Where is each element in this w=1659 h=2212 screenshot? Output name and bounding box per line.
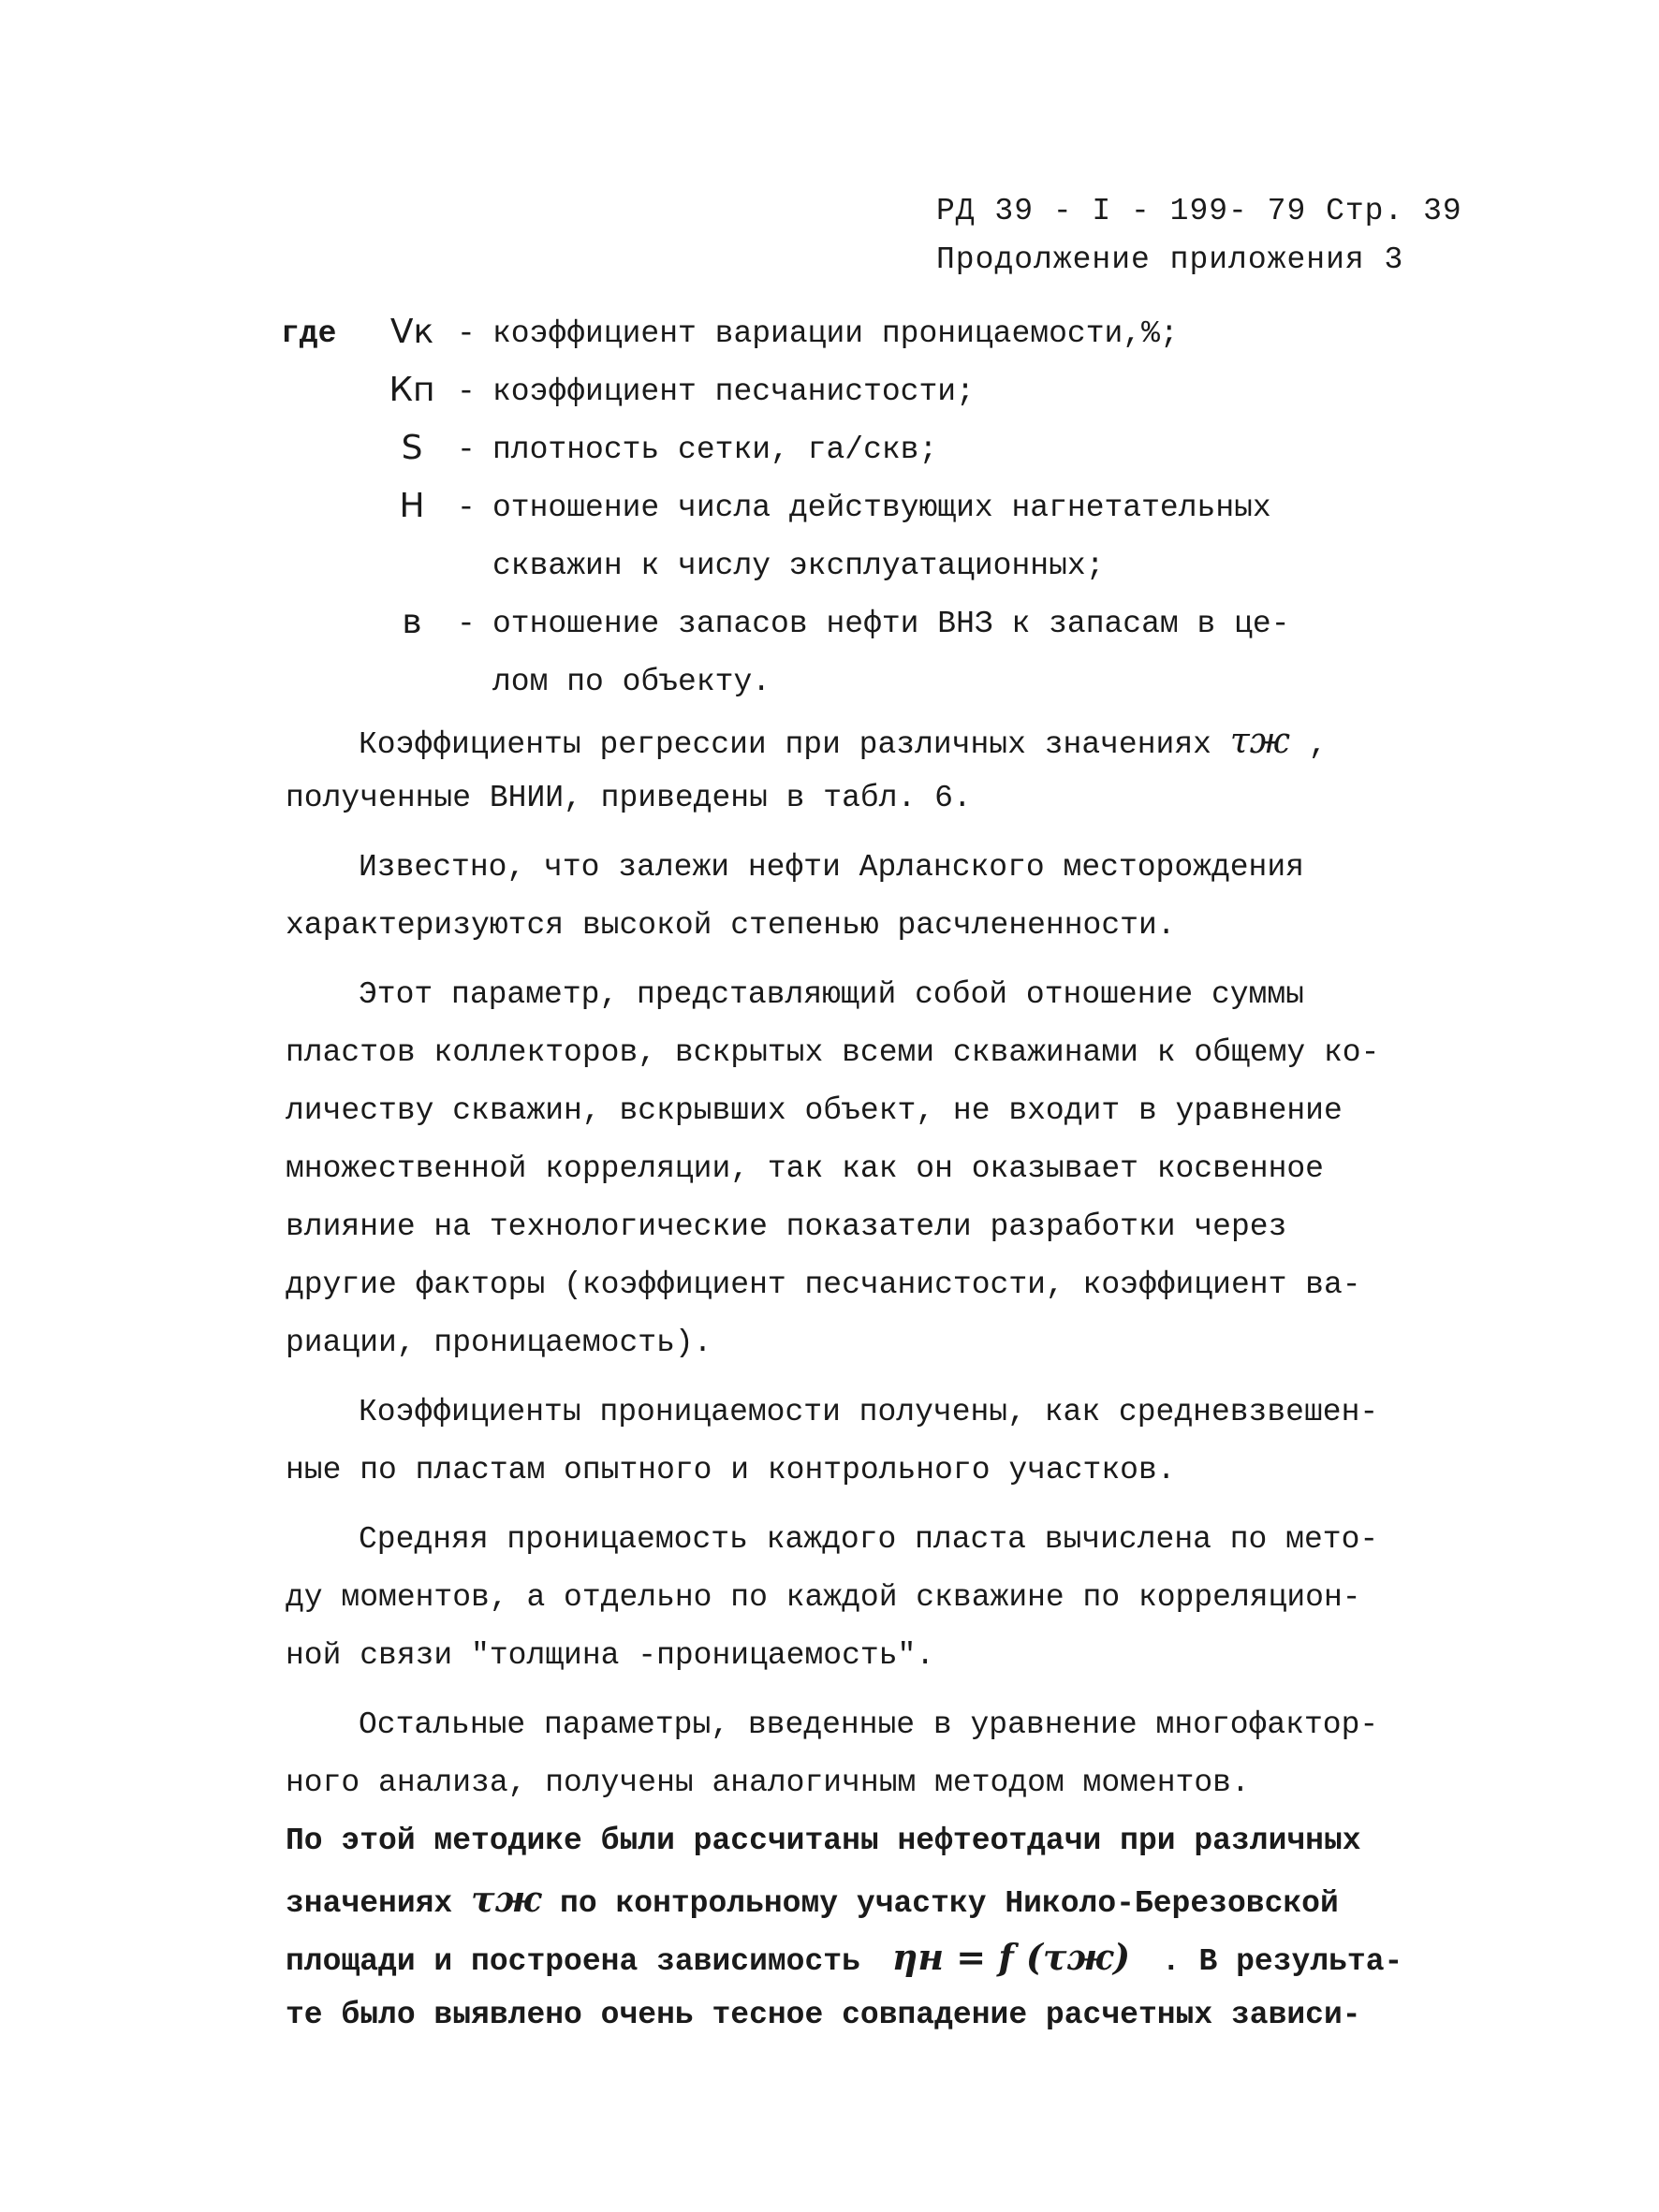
text-line: По этой методике были рассчитаны нефтеотдачи при различных [286, 1824, 1361, 1858]
text-span: . В результа- [1161, 1944, 1403, 1979]
text-line: те было выявлено очень тесное совпадение расчетных зависи- [286, 1998, 1361, 2032]
text-span: , [1308, 727, 1328, 762]
definition-text: плотность сетки, га/скв; [492, 432, 938, 467]
text-span: площади и построена зависимость [286, 1944, 860, 1979]
definition-symbol: Кп [389, 371, 435, 409]
text-line [286, 711, 1362, 769]
definition-dash: - [457, 491, 476, 525]
where-label: где [281, 316, 337, 351]
text-line: другие факторы (коэффициент песчанистости, коэффициент ва- [286, 1267, 1361, 1302]
definition-item [281, 367, 1358, 425]
definition-symbol: Н [399, 487, 425, 525]
definition-item [281, 483, 1358, 541]
definition-dash: - [457, 316, 476, 351]
definition-symbol: Vк [389, 313, 434, 351]
text-line: Этот параметр, представляющий собой отношение суммы [359, 977, 1304, 1012]
text-line: ду моментов, а отдельно по каждой скважине по корреляцион- [286, 1580, 1361, 1615]
text-line: влияние на технологические показатели разработки через [286, 1209, 1287, 1244]
text-line: Коэффициенты проницаемости получены, как средневзвешен- [359, 1395, 1379, 1429]
definition-text: коэффициент песчанистости; [492, 374, 975, 409]
text-line: риации, проницаемость). [286, 1326, 712, 1360]
definition-text: отношение запасов нефти ВНЗ к запасам в це- [492, 607, 1290, 641]
text-line: множественной корреляции, так как он оказывает косвенное [286, 1151, 1324, 1186]
document-code: РД 39 - I - 199- 79 Стр. 39 [936, 194, 1462, 228]
definition-item [281, 309, 1358, 367]
paragraph [286, 1696, 1379, 1812]
definition-item [281, 599, 1358, 657]
paragraph [286, 711, 1362, 828]
paragraph [286, 839, 1362, 955]
definitions-list [281, 309, 1358, 715]
definition-text-continued: скважин к числу эксплуатационных; [492, 549, 1105, 583]
definition-symbol: S [401, 429, 423, 467]
text-line: пластов коллекторов, вскрытых всеми скважинами к общему ко- [286, 1035, 1380, 1070]
definition-text: отношение числа действующих нагнетательных [492, 491, 1271, 525]
text-line: личеству скважин, вскрывших объект, не входит в уравнение [286, 1093, 1343, 1128]
definition-dash: - [457, 432, 476, 467]
recovery-formula: ηн = f (τж) [891, 1936, 1131, 1978]
text-line: ной связи "толщина -проницаемость". [286, 1638, 935, 1673]
definition-item [281, 425, 1358, 483]
definition-continuation [281, 541, 1358, 599]
text-span: Коэффициенты регрессии при различных значениях [359, 727, 1211, 762]
definition-symbol: в [402, 603, 422, 641]
text-line: характеризуются высокой степенью расчлененности. [286, 908, 1176, 943]
text-line: полученные ВНИИ, приведены в табл. 6. [286, 781, 972, 815]
text-line: Остальные параметры, введенные в уравнение многофактор- [359, 1707, 1379, 1742]
definition-text-continued: лом по объекту. [492, 665, 771, 699]
paragraph [286, 1384, 1379, 1500]
definition-text: коэффициент вариации проницаемости,%; [492, 316, 1179, 351]
paragraph [286, 1511, 1379, 1685]
definition-dash: - [457, 374, 476, 409]
text-span: значениях [286, 1886, 453, 1921]
text-line: Средняя проницаемость каждого пласта вычислена по мето- [359, 1522, 1379, 1557]
tau-symbol: τж [1229, 720, 1290, 761]
text-line: ного анализа, получены аналогичным методом моментов. [286, 1765, 1250, 1800]
paragraph [286, 966, 1380, 1372]
text-line [286, 1928, 1403, 1986]
text-line [286, 1870, 1362, 1928]
body-text [286, 711, 1403, 2044]
paragraph [286, 1812, 1403, 2044]
tau-symbol: τж [471, 1878, 542, 1920]
text-line: ные по пластам опытного и контрольного участков. [286, 1453, 1176, 1487]
definition-dash: - [457, 607, 476, 641]
text-span: по контрольному участку Николо-Березовской [560, 1886, 1339, 1921]
page-header [936, 187, 1592, 285]
definition-continuation [281, 657, 1358, 715]
appendix-continuation: Продолжение приложения 3 [936, 242, 1404, 277]
text-line: Известно, что залежи нефти Арланского месторождения [359, 850, 1304, 885]
